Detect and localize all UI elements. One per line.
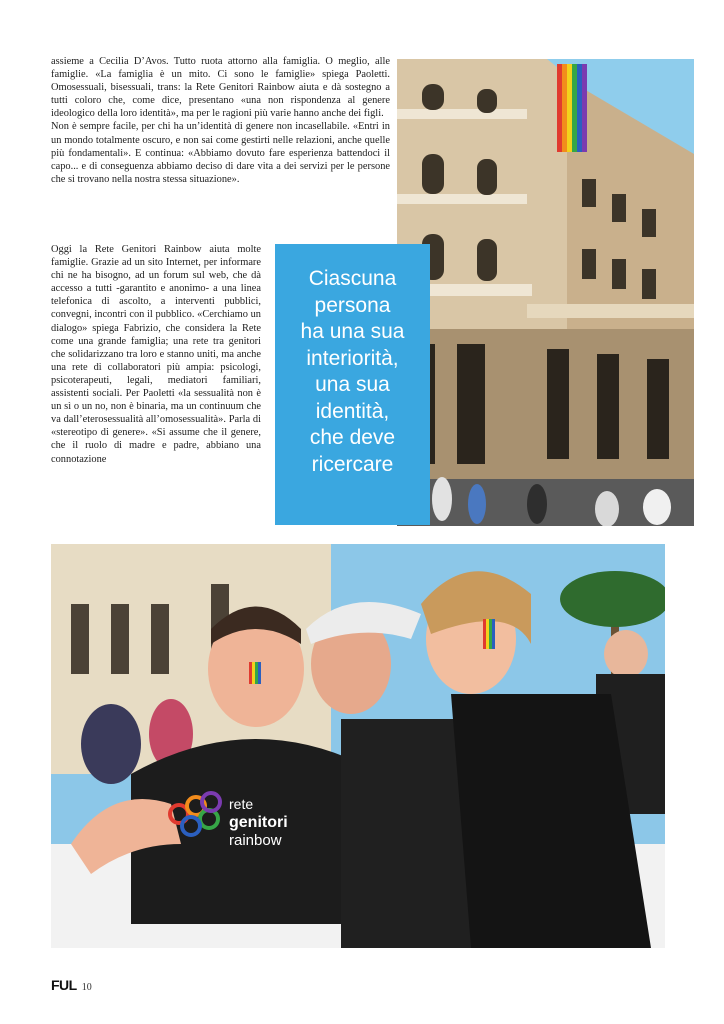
article-column-top	[51, 55, 390, 186]
article-paragraph: Oggi la Rete Genitori Rainbow aiuta molte famiglie. Grazie ad un sito Internet, per informare chi ne ha bisogno, ad un forum sul web, che dà accesso a tutti -garantito e anonimo- a una linea telefonica di ascolto, a interventi pubblici, convegni, incontri con il pubblico. «Cerchiamo un dialogo» spiega Fabrizio, che considera la Rete come una grande famiglia; una rete tra genitori che solidarizzano tra loro e stanno uniti, ma anche una rete di collaboratori più ampia: psicologi, psicoterapeuti, legali, mediatori familiari, assistenti sociali. Per Paoletti «la sessualità non è un sì o un no, non è binaria, ma un continuum che va dall’eterosessualità all’omosessualità». Parla di «stereotipo di genere». «Si assume che il genere, che il ruolo di madre e padre, abbiano una connotazione	[51, 244, 261, 465]
pull-quote-line: che deve	[309, 426, 396, 449]
crowd-photo	[51, 544, 665, 948]
building-illustration	[397, 59, 694, 526]
pull-quote-line: persona	[314, 293, 391, 317]
article-paragraph: assieme a Cecilia D’Avos. Tutto ruota attorno alla famiglia. O meglio, alle famiglie. «La famiglia è un mito. Ci sono le famiglie» spiega Paoletti. Omosessuali, bisessuali, trans: la Rete Genitori Rainbow aiuta e dà sostegno a tutti coloro che, come dice, presentano «una non rispondenza al genere ideologico della loro identità», ma per le ragioni più varie hanno anche dei figli.	[51, 56, 390, 120]
pull-quote-line: una sua	[315, 373, 390, 396]
shirt-logo-text: genitori	[229, 814, 288, 831]
pull-quote-line: interiorità,	[306, 346, 399, 370]
shirt-logo-text: rainbow	[229, 832, 282, 849]
article-paragraph: Non è sempre facile, per chi ha un’identità di genere non incasellabile. «Entri in un mondo totalmente oscuro, e non sai come gestirti nelle relazioni, anche quelle più fondamentali». E continua: «Abbiamo dovuto fare esperienza battendoci il capo... e di conseguenza abbiamo deciso di dare vita a dei servizi per le persone che si trovano nella nostra stessa situazione».	[51, 121, 390, 185]
pull-quote	[275, 244, 430, 525]
crowd-illustration	[51, 544, 665, 948]
building-photo	[397, 59, 694, 526]
page-number: 10	[81, 982, 92, 993]
pull-quote-line: identità,	[315, 399, 390, 423]
pull-quote-line: ha una sua	[300, 320, 405, 343]
page-footer	[51, 977, 92, 997]
pull-quote-line: ricercare	[311, 452, 394, 476]
pull-quote-line: Ciascuna	[308, 267, 397, 290]
magazine-logo: FUL	[51, 977, 77, 993]
article-column-bottom	[51, 243, 261, 466]
shirt-logo-text: rete	[229, 796, 254, 812]
